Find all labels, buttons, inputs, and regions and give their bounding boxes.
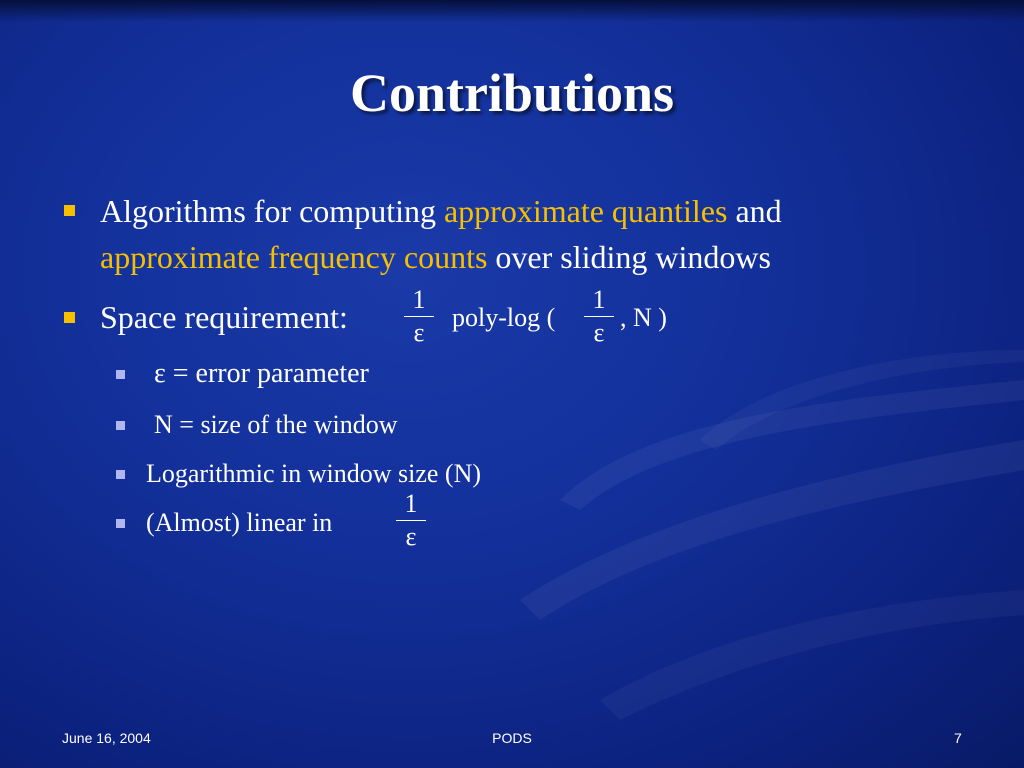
fraction-one-over-epsilon bbox=[404, 286, 434, 347]
sub-bullet-logarithmic: Logarithmic in window size (N) bbox=[146, 459, 482, 488]
slide-title: Contributions bbox=[349, 63, 675, 123]
footer-title: PODS bbox=[492, 730, 532, 746]
fraction-denominator: ε bbox=[413, 318, 425, 347]
bullet-space-requirement: Space requirement: bbox=[100, 299, 348, 335]
sub-bullet-marker bbox=[116, 519, 125, 528]
fraction-denominator: ε bbox=[593, 318, 605, 347]
fraction-bar bbox=[404, 316, 434, 317]
fraction-numerator: 1 bbox=[404, 489, 418, 518]
fraction-one-over-epsilon bbox=[396, 490, 426, 551]
footer-page-number: 7 bbox=[954, 730, 962, 746]
polylog-suffix: , N ) bbox=[620, 303, 667, 332]
bullet-algorithms bbox=[100, 188, 782, 234]
bullet-text: Algorithms for computing bbox=[100, 193, 444, 229]
highlight-approximate-frequency-counts: approximate frequency counts bbox=[100, 239, 488, 275]
highlight-approximate-quantiles: approximate quantiles bbox=[443, 193, 728, 229]
sub-bullet-marker bbox=[116, 421, 125, 430]
fraction-one-over-epsilon bbox=[584, 286, 614, 347]
bullet-text: and bbox=[727, 193, 782, 229]
sub-bullet-marker bbox=[116, 470, 125, 479]
fraction-numerator: 1 bbox=[592, 285, 606, 314]
footer-date: June 16, 2004 bbox=[62, 730, 151, 746]
fraction-numerator: 1 bbox=[412, 285, 426, 314]
bullet-marker bbox=[64, 312, 75, 323]
sub-bullet-window-size: N = size of the window bbox=[154, 410, 398, 439]
polylog-prefix: poly-log ( bbox=[452, 303, 556, 332]
bullet-algorithms-line2 bbox=[100, 234, 771, 280]
fraction-bar bbox=[396, 520, 426, 521]
bullet-text: over sliding windows bbox=[487, 239, 771, 275]
sub-bullet-marker bbox=[116, 370, 125, 379]
sub-bullet-error-parameter: ε = error parameter bbox=[154, 358, 369, 389]
fraction-bar bbox=[584, 316, 614, 317]
bullet-marker bbox=[64, 205, 75, 216]
sub-bullet-linear: (Almost) linear in bbox=[146, 508, 333, 537]
fraction-denominator: ε bbox=[405, 522, 417, 551]
